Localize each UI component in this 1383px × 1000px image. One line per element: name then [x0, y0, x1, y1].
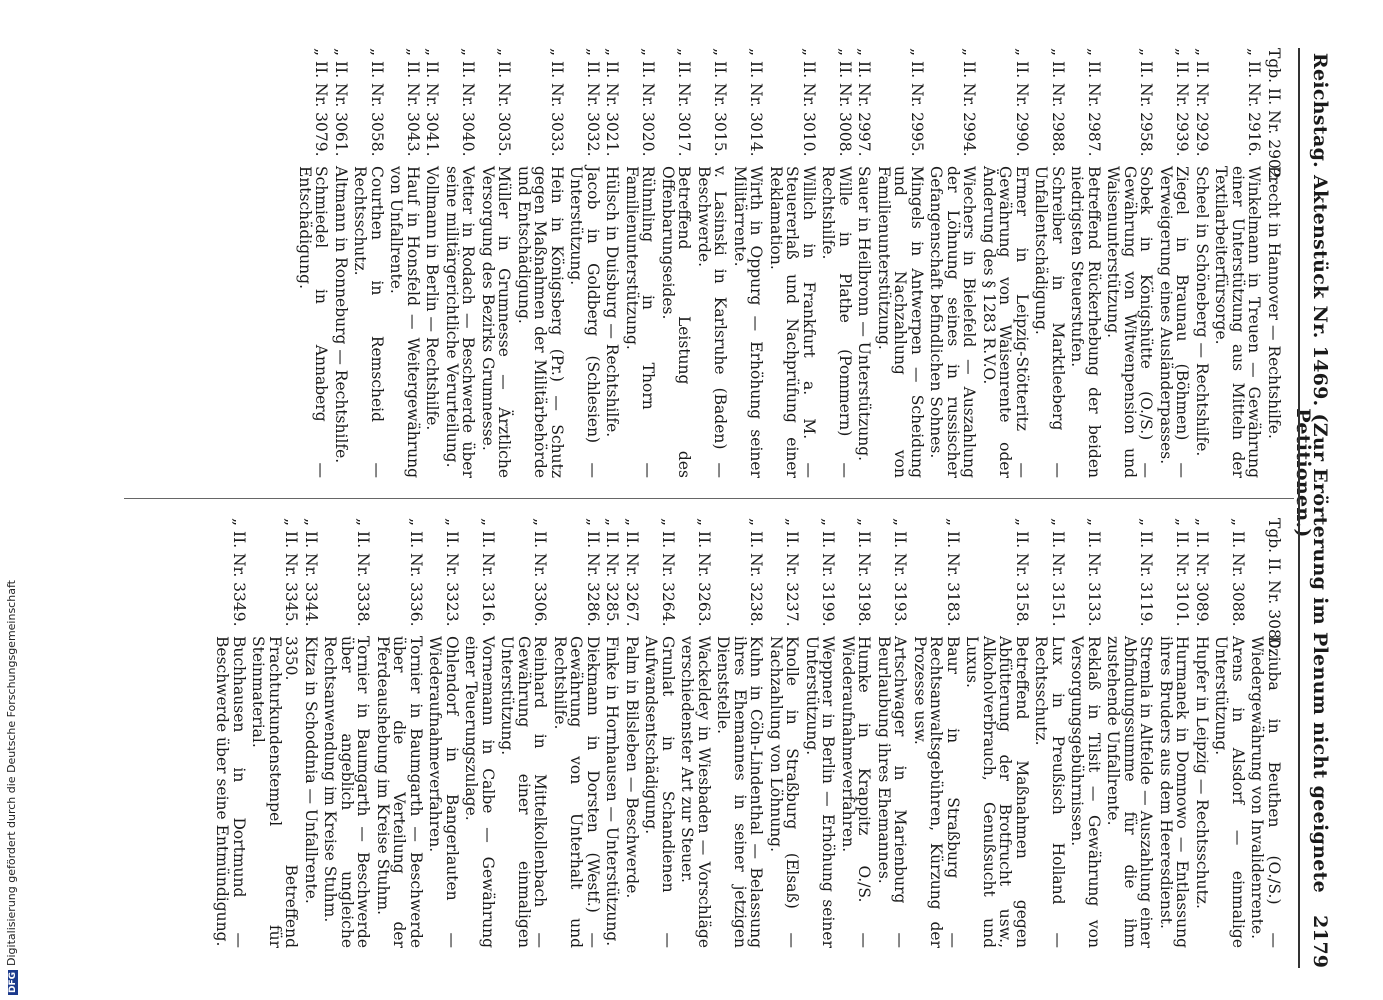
petition-entry — [1266, 48, 1283, 478]
petition-reference: „ II. Nr. 3237. — [783, 518, 802, 627]
petition-reference: „ II. Nr. 2997. — [855, 48, 874, 157]
petition-entry — [424, 48, 441, 478]
petition-reference: „ II. Nr. 3101. — [1173, 518, 1192, 627]
petition-entry — [444, 48, 477, 478]
petition-reference: „ II. Nr. 3306. — [531, 518, 550, 627]
petition-entry — [1069, 518, 1102, 948]
petition-text: Hurmanek in Domnowo — Entlassung ihres Bruders aus dem Heeresdienst. — [1157, 636, 1192, 948]
petition-entry — [876, 518, 909, 948]
petition-reference: „ II. Nr. 3267. — [623, 518, 641, 627]
petition-text: Ermer in Leipzig-Stötteritz — Gewährung von Waisenrente oder Änderung des § 1283 R.V.O. — [980, 166, 1031, 478]
petition-entry — [768, 48, 818, 478]
petition-reference: „ II. Nr. 2988. — [1049, 48, 1067, 157]
petition-reference: „ II. Nr. 3151. — [1049, 518, 1067, 627]
petition-reference: „ II. Nr. 3285. — [603, 518, 622, 627]
page-header — [1292, 48, 1331, 968]
petition-reference: „ II. Nr. 3008. — [836, 48, 854, 157]
petition-reference: „ II. Nr. 3193. — [891, 518, 910, 627]
petition-entry — [964, 518, 1030, 948]
petition-entry — [1033, 518, 1066, 948]
petition-entry — [928, 48, 978, 478]
petition-entry — [250, 518, 300, 948]
petition-entry — [624, 518, 641, 948]
petition-entry — [912, 518, 962, 948]
petition-entry — [303, 518, 320, 948]
petition-reference: „ II. Nr. 3061. — [332, 48, 350, 157]
petition-entry — [1249, 518, 1282, 948]
petition-entry — [732, 48, 765, 478]
petition-entry — [679, 518, 712, 948]
petition-text: v. Lasinski in Karlsruhe (Baden) — Beschwerde. — [695, 166, 730, 478]
petition-reference: „ II. Nr. 3338. — [354, 518, 373, 627]
petition-text: Winkelmann in Treuen — Gewährung einer Unterstützung aus Mitteln der Textilarbeiterfürsorge. — [1212, 166, 1264, 478]
petition-text: Baur in Straßburg — Rechtsanwaltsgebühren, Kürzung der Prozesse usw. — [911, 636, 962, 948]
page-title: Reichstag. Aktenstück Nr. 1469. (Zur Erörterung im Plenum nicht geeignete Petitionen.) — [1292, 52, 1331, 894]
petition-reference: „ II. Nr. 3133. — [1085, 518, 1103, 627]
petition-entry — [568, 48, 601, 478]
petition-reference: „ II. Nr. 3344. — [302, 518, 320, 627]
petition-reference: „ II. Nr. 3079. — [312, 48, 331, 157]
petition-reference: „ II. Nr. 3041. — [423, 48, 442, 157]
petition-text: Humke in Krappitz O./S. — Wiederaufnahmeverfahren. — [839, 636, 874, 948]
petition-reference: „ II. Nr. 3021. — [603, 48, 622, 157]
petition-text: Vetter in Rodach — Beschwerde über seine militärgerichtliche Verurteilung. — [443, 166, 478, 478]
petition-entry — [1033, 48, 1066, 478]
petition-entry — [696, 48, 729, 478]
petition-reference: „ II. Nr. 3089. — [1193, 518, 1211, 627]
petition-reference: „ II. Nr. 2939. — [1173, 48, 1192, 157]
petition-text: Sauer in Heilbronn — Unterstützung. — [855, 166, 874, 462]
petition-reference: „ II. Nr. 3033. — [548, 48, 566, 157]
petition-text: Reklaß in Tilsit — Gewährung von Versorgungsgebührnissen. — [1068, 636, 1103, 948]
petition-entry — [214, 518, 247, 948]
petition-text: Betreffend Maßnahmen gegen Abfütterung der Brotfrucht usw., Alkoholverbrauch, Genußsucht und Luxus. — [963, 636, 1031, 948]
petition-entry — [768, 518, 801, 948]
petition-reference: Tgb. II. Nr. 3080. — [1265, 518, 1283, 654]
petition-text: Rühmling in Thorn — Familienunterstützung. — [623, 166, 658, 478]
petition-entry — [1194, 48, 1211, 478]
petition-entry — [1158, 518, 1191, 948]
petition-text: Scheel in Schöneberg — Rechtshilfe. — [1193, 166, 1211, 457]
petition-text: Weppner in Berlin — Erhöhung seiner Unterstützung. — [803, 636, 838, 948]
petition-reference: „ II. Nr. 3014. — [747, 48, 766, 157]
petition-text: Betreffend Rückerhebung der beiden niedrigsten Steuerstufen. — [1068, 166, 1103, 478]
petition-entry — [1194, 518, 1211, 948]
petition-reference: „ II. Nr. 3020. — [639, 48, 658, 157]
petition-entry — [499, 518, 549, 948]
petition-entry — [604, 518, 621, 948]
petition-text: Wackeldey in Wiesbaden — Vorschläge verschiedenster Art zur Steuer. — [678, 636, 713, 948]
petition-reference: „ II. Nr. 2990. — [1013, 48, 1031, 157]
petition-entry — [375, 518, 425, 948]
petition-reference: „ II. Nr. 3199. — [819, 518, 838, 627]
petition-reference: „ II. Nr. 3015. — [711, 48, 730, 157]
petition-text: Hein in Königsberg (Pr.) — Schutz gegen Maßnahmen der Militärbehörde und Entschädigung. — [515, 166, 566, 478]
petition-text: Wiechers in Bielefeld — Auszahlung der Löhnung seines in russischer Gefangenschaft befindlichen Sohnes. — [927, 166, 979, 478]
petition-entry — [297, 48, 330, 478]
petition-reference: „ II. Nr. 3032. — [584, 48, 602, 157]
petition-reference: „ II. Nr. 3040. — [459, 48, 478, 157]
petition-entry — [463, 518, 496, 948]
petition-text: Ziegel in Braunau (Böhmen) — Verweigerung eines Ausländerpasses. — [1157, 166, 1192, 478]
petition-entry — [643, 518, 676, 948]
petition-reference: „ II. Nr. 2929. — [1193, 48, 1211, 157]
petition-reference: Tgb. II. Nr. 2902. — [1265, 48, 1283, 184]
petition-text: Tornier in Baumgarth — Beschwerde über angeblich ungleiche Rechtsanwendung im Kreise Stuhm. — [321, 636, 373, 948]
petition-entry — [552, 518, 602, 948]
petition-reference: „ II. Nr. 3183. — [944, 518, 962, 627]
petition-reference: „ II. Nr. 2916. — [1245, 48, 1264, 157]
petition-entry — [604, 48, 621, 478]
petition-text: Ohlendorf in Bangerlauten — Wiederaufnahmeverfahren. — [426, 636, 461, 948]
petition-reference: „ II. Nr. 3119. — [1137, 518, 1156, 627]
petition-reference: „ II. Nr. 3238. — [747, 518, 766, 627]
petition-text: Wirth in Oppurg — Erhöhung seiner Militärrente. — [731, 166, 766, 478]
column-divider — [124, 498, 1294, 499]
petition-entry — [1213, 518, 1246, 948]
petition-text: Vollmann in Berlin — Rechtshilfe. — [423, 166, 442, 431]
petition-reference: „ II. Nr. 2987. — [1085, 48, 1103, 157]
petition-entry — [333, 48, 350, 478]
petition-reference: „ II. Nr. 3323. — [443, 518, 461, 627]
petition-reference: „ II. Nr. 2994. — [960, 48, 979, 157]
petition-text: Arens in Alsdorf — einmalige Unterstützung. — [1212, 636, 1247, 948]
petition-text: Buchhausen in Dortmund — Beschwerde über seine Entmündigung. — [213, 636, 248, 948]
petition-entry — [1158, 48, 1191, 478]
petition-entry — [715, 518, 765, 948]
page-number: 2179 — [1309, 915, 1331, 968]
rotated-page — [90, 48, 1330, 968]
petition-text: Artschwager in Marienburg — Beurlaubung ihres Ehemannes. — [875, 636, 910, 948]
petition-reference: „ II. Nr. 3088. — [1229, 518, 1247, 627]
petition-reference: „ II. Nr. 3264. — [659, 518, 677, 627]
petition-text: Sobek in Königshütte (O./S.) — Gewährung von Witwenpension und Waisenunterstützung. — [1104, 166, 1156, 478]
petition-text: Grunlat in Schandienen — Aufwandsentschädigung. — [642, 636, 677, 948]
petition-text: 3350. Betreffend Frachturkundenstempel für Steinmaterial. — [249, 636, 301, 948]
petition-entry — [981, 48, 1031, 478]
petition-reference: „ II. Nr. 3263. — [695, 518, 713, 627]
petition-entry — [516, 48, 566, 478]
petition-text: Courthen in Remscheid — Rechtsschutz. — [351, 166, 386, 478]
petition-reference: „ II. Nr. 3035. — [495, 48, 514, 157]
right-column — [211, 518, 1282, 948]
petition-entry — [840, 518, 873, 948]
petition-reference: „ II. Nr. 3010. — [800, 48, 818, 157]
header-rule — [1298, 48, 1300, 968]
petition-text: Müller in Grumnesse — Ärztliche Versorgung des Bezirks Grumnesse. — [479, 166, 514, 478]
petition-text: Precht in Hannover — Rechtshilfe. — [1265, 166, 1283, 439]
petition-text: Hauf in Honsfeld — Weitergewährung von Unfallrente. — [387, 166, 422, 478]
petition-text: Hülsch in Duisburg — Rechtshilfe. — [603, 166, 622, 438]
petition-reference: „ II. Nr. 3345. — [282, 518, 301, 627]
petition-text: Finke in Hornhausen — Unterstützung. — [603, 636, 622, 947]
petition-text: Stremla in Altfelde — Auszahlung einer Abfindungssumme für die ihm zustehende Unfallrente. — [1104, 636, 1156, 948]
petition-text: Palm in Bilsleben — Beschwerde. — [623, 636, 641, 899]
petition-reference: „ II. Nr. 3158. — [1013, 518, 1031, 627]
petition-reference: „ II. Nr. 3058. — [368, 48, 386, 157]
petition-text: Dziuba in Beuthen (O./S.) — Wiedergewährung von Invalidenrente. — [1248, 636, 1283, 948]
petition-entry — [322, 518, 372, 948]
petition-text: Knolle in Straßburg (Elsaß) — Nachzahlung von Löhnung. — [767, 636, 802, 948]
petition-entry — [1069, 48, 1102, 478]
petition-reference: „ II. Nr. 2958. — [1137, 48, 1156, 157]
petition-entry — [1105, 518, 1155, 948]
petition-text: Mingels in Antwerpen — Scheidung und Nachzahlung von Familienunterstützung. — [875, 166, 926, 478]
petition-text: Jacob in Goldberg (Schlesien) — Unterstützung. — [567, 166, 602, 478]
petition-entry — [804, 518, 837, 948]
petition-reference: „ II. Nr. 3349. — [230, 518, 248, 627]
petition-entry — [1105, 48, 1155, 478]
petition-entry — [480, 48, 513, 478]
petition-text: Willich in Frankfurt a. M. — Steuererlaß und Nachprüfung einer Reklamation. — [767, 166, 818, 478]
petition-text: Altmann in Ronneburg — Rechtshilfe. — [332, 166, 350, 464]
petition-reference: „ II. Nr. 3017. — [675, 48, 694, 157]
petition-text: Kuhn in Cöln-Lindenthal — Belassung ihres Ehemannes in seiner jetzigen Dienststelle. — [714, 636, 766, 948]
petition-text: Schreiber in Marktleeberg — Unfallentschädigung. — [1032, 166, 1067, 478]
petition-reference: „ II. Nr. 3316. — [479, 518, 497, 627]
petition-entry — [856, 48, 873, 478]
petition-reference: „ II. Nr. 2995. — [908, 48, 926, 157]
credit-text: Digitalisierung gefördert durch die Deutsche Forschungsgemeinschaft — [5, 580, 18, 966]
petition-entry — [624, 48, 657, 478]
petition-reference: „ II. Nr. 3198. — [855, 518, 874, 627]
petition-reference: „ II. Nr. 3336. — [407, 518, 425, 627]
petition-text: Reinhard in Mittelkollenbach — Gewährung einer einmaligen Unterstützung. — [498, 636, 550, 948]
petition-text: Betreffend Leistung des Offenbarungseides. — [659, 166, 694, 478]
petition-reference: „ II. Nr. 3043. — [404, 48, 422, 157]
petition-text: Wille in Plathe (Pommern) — Rechtshilfe. — [819, 166, 854, 478]
petition-text: Schmiedel in Annaberg — Entschädigung. — [296, 166, 331, 478]
petition-entry — [820, 48, 853, 478]
left-column — [294, 48, 1283, 478]
petition-entry — [1213, 48, 1263, 478]
petition-text: Kitza in Schoddnia — Unfallrente. — [302, 636, 320, 904]
petition-entry — [352, 48, 385, 478]
petition-text: Diekmann in Dorsten (Westf.) — Gewährung von Unterhalt und Rechtshilfe. — [551, 636, 602, 948]
petition-entry — [427, 518, 460, 948]
dfg-logo-icon: DFG — [8, 971, 18, 993]
petition-text: Vornemann in Calbe — Gewährung einer Teuerungszulage. — [462, 636, 497, 948]
petition-text: Tornier in Baumgarth — Beschwerde über die Verteilung der Pferdeaushebung im Kreise Stuhm. — [374, 636, 425, 948]
petition-reference: „ II. Nr. 3286. — [584, 518, 602, 627]
petition-entry — [388, 48, 421, 478]
petition-text: Hupfer in Leipzig — Rechtsschutz. — [1193, 636, 1211, 909]
petition-text: Lux in Preußisch Holland — Rechtsschutz. — [1032, 636, 1067, 948]
petition-entry — [876, 48, 926, 478]
petition-entry — [660, 48, 693, 478]
